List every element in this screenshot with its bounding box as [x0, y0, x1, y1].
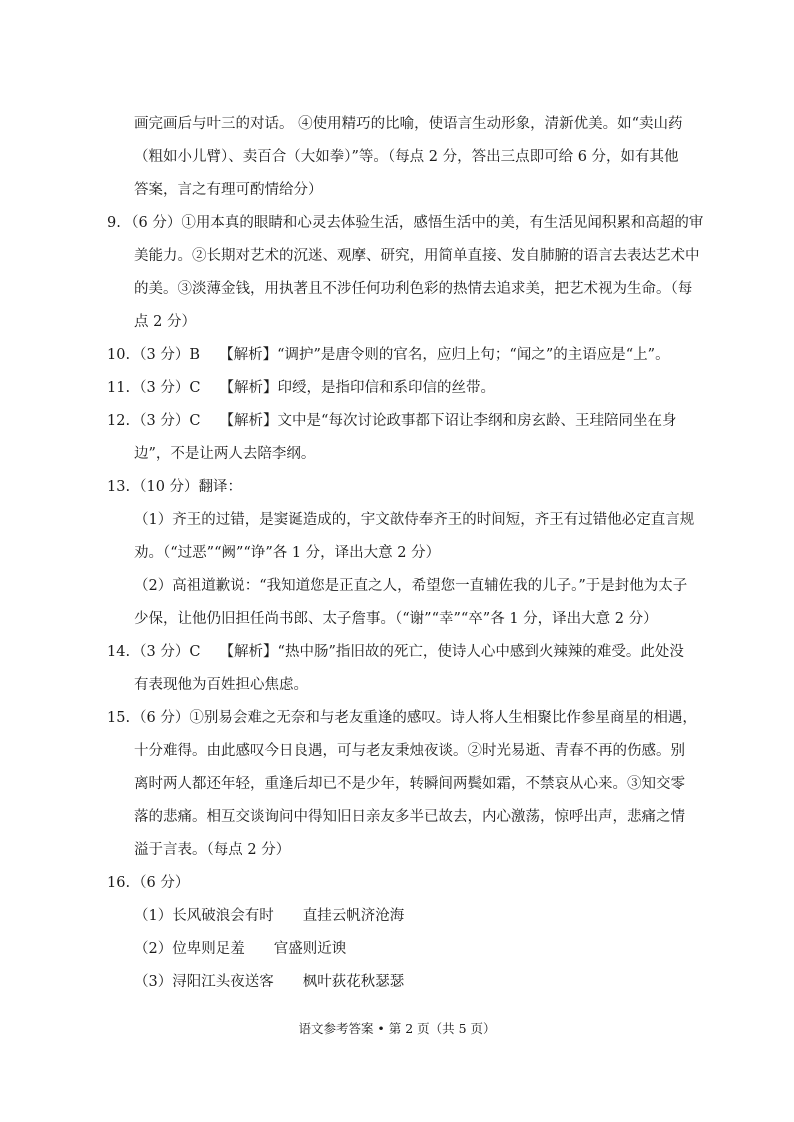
text-line: 落的悲痛。相互交谈询问中得知旧日亲友多半已故去，内心激荡，惊呼出声，悲痛之情 [134, 809, 685, 825]
text-line: 的美。③淡薄金钱，用执著且不涉任何功利色彩的热情去追求美，把艺术视为生命。（每 [134, 281, 693, 297]
text-line: （3 分）B 【解析】“调护”是唐令则的官名，应归上句；“闻之”的主语应是“上”。 [132, 347, 670, 363]
text-line: （6 分）①用本真的眼睛和心灵去体验生活，感悟生活中的美，有生活见闻积累和高超的审 [124, 215, 704, 231]
page-footer: 语文参考答案 • 第 2 页（共 5 页） [298, 1021, 496, 1036]
text-line: （6 分） [132, 875, 190, 891]
text-line: （2）高祖道歉说：“我知道您是正直之人，希望您一直辅佐我的儿子。”于是封他为太子 [134, 578, 688, 594]
question-number: 11. [107, 380, 131, 396]
text-line: （3）浔阳江头夜送客 枫叶荻花秋瑟瑟 [134, 974, 405, 990]
text-line: （6 分）①别易会难之无奈和与老友重逢的感叹。诗人将人生相聚比作参星商星的相遇， [132, 710, 697, 726]
question-number: 12. [107, 413, 131, 429]
text-line: （1）长风破浪会有时 直挂云帆济沧海 [134, 908, 405, 924]
question-number: 16. [107, 875, 131, 891]
text-line: 答案，言之有理可酌情给分） [134, 182, 323, 198]
text-line: 边”，不是让两人去陪李纲。 [134, 446, 316, 462]
text-line: （2）位卑则足羞 官盛则近谀 [134, 941, 347, 957]
text-line: 画完画后与叶三的对话。 ④使用精巧的比喻，使语言生动形象，清新优美。如“卖山药 [134, 116, 683, 132]
text-line: 劝。（“过恶”“阙”“诤”各 1 分，译出大意 2 分） [134, 545, 441, 561]
text-line: （3 分）C 【解析】文中是“每次讨论政事都下诏让李纲和房玄龄、王珪陪同坐在身 [132, 413, 677, 429]
text-line: 点 2 分） [134, 314, 196, 330]
text-line: 有表现他为百姓担心焦虑。 [134, 677, 308, 693]
text-line: （3 分）C 【解析】“热中肠”指旧故的死亡，使诗人心中感到火辣辣的难受。此处没 [132, 644, 684, 660]
text-line: （3 分）C 【解析】印绶，是指印信和系印信的丝带。 [132, 380, 496, 396]
text-line: （10 分）翻译： [132, 479, 243, 495]
question-number: 15. [107, 710, 131, 726]
text-line: 十分难得。由此感叹今日良遇，可与老友秉烛夜谈。②时光易逝、青春不再的伤感。别 [134, 743, 685, 759]
text-line: 美能力。②长期对艺术的沉迷、观摩、研究，用简单直接、发自肺腑的语言去表达艺术中 [134, 248, 700, 264]
question-number: 13. [107, 479, 131, 495]
text-line: 溢于言表。（每点 2 分） [134, 842, 291, 858]
question-number: 10. [107, 347, 131, 363]
text-line: （1）齐王的过错，是窦诞造成的，宇文歆侍奉齐王的时间短，齐王有过错他必定直言规 [134, 512, 695, 528]
question-number: 9. [107, 215, 121, 231]
text-line: （粗如小儿臂）、卖百合（大如拳）”等。（每点 2 分，答出三点即可给 6 分，如有其他 [134, 149, 679, 165]
text-line: 少保，让他仍旧担任尚书郎、太子詹事。（“谢”“幸”“卒”各 1 分，译出大意 2 分） [134, 611, 658, 627]
question-number: 14. [107, 644, 131, 660]
text-line: 离时两人都还年轻，重逢后却已不是少年，转瞬间两鬓如霜，不禁哀从心来。③知交零 [134, 776, 685, 792]
